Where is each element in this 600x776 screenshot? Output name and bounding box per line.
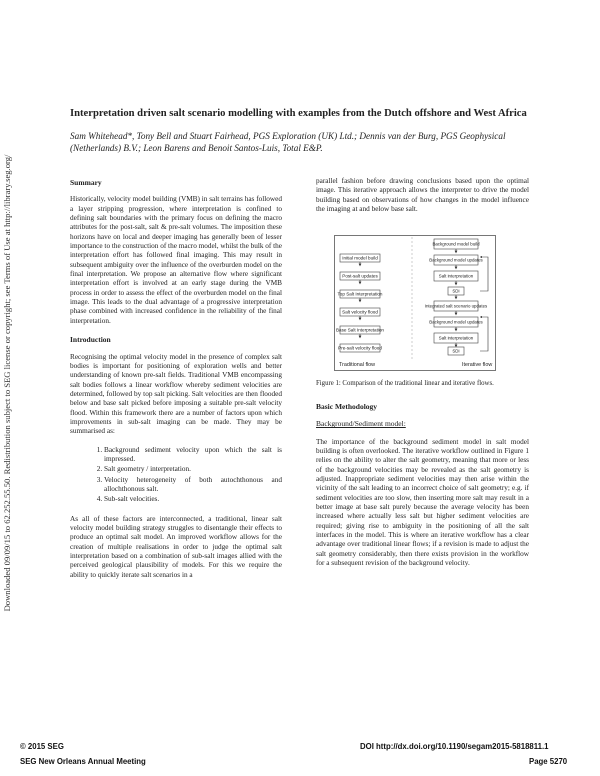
traditional-flow-label: Traditional flow bbox=[339, 362, 376, 368]
methodology-subheading: Background/Sediment model: bbox=[316, 419, 406, 429]
flow-box-label: Background model build bbox=[432, 241, 480, 247]
flow-box-label: Salt interpretation bbox=[438, 273, 474, 279]
list-item: 2. Salt geometry / interpretation. bbox=[104, 465, 282, 474]
flow-box-label: Background model updates bbox=[429, 319, 483, 325]
introduction-paragraph-2: As all of these factors are interconnected, a traditional, linear salt velocity model building strategy struggles to disentangle their effects to produce an optimal salt model. An improved workflow allows for the creation of multiple realisations in order to judge the optimal salt interpretation based on a combination of sub-salt images allied with the perceived geological plausibility of models. For this we require the ability to quickly iterate salt scenarios in a bbox=[70, 514, 282, 579]
flow-box-label: SDI bbox=[452, 288, 460, 294]
flow-box-label: Post-salt updates bbox=[342, 273, 378, 279]
summary-text: Historically, velocity model building (VMB) in salt terrains has followed a layer stripping progression, where interpretation is confined to defining salt boundaries with the primary focus on defining the macro attributes for the post-salt, salt & pre-salt volumes. The imposition these horizons have on local and deeper imaging has generally been of lesser importance to the construction of the macro model, whilst the bulk of the interpretation effort has followed final imaging. This may result in subsequent ambiguity over the influence of the overburden model on the final interpretation. We propose an alternative flow where significant interpretation effort is involved at an early stage during the VMB process in order to assess the effect of the overburden model on the final image. This leads to the dual advantage of a progressive interpretation phase combined with increased confidence in the reliability of the final interpretation. bbox=[70, 195, 283, 325]
factor-list bbox=[70, 446, 282, 505]
list-item: 4. Sub-salt velocities. bbox=[104, 495, 282, 504]
footer-meeting: SEG New Orleans Annual Meeting bbox=[20, 757, 146, 766]
paper-title: Interpretation driven salt scenario modelling with examples from the Dutch offshore and West Africa bbox=[70, 108, 527, 119]
flow-box-label: Salt velocity flood bbox=[342, 309, 378, 315]
workflow-figure bbox=[334, 235, 496, 371]
iterative-flow-label: Iterative flow bbox=[462, 362, 493, 368]
introduction-heading: Introduction bbox=[70, 335, 111, 345]
right-column bbox=[316, 177, 529, 223]
methodology-section bbox=[316, 402, 529, 578]
figure-caption: Figure 1: Comparison of the traditional linear and iterative flows. bbox=[316, 380, 494, 387]
footer-doi: DOI http://dx.doi.org/10.1190/segam2015-5818811.1 bbox=[360, 742, 549, 751]
footer-copyright: © 2015 SEG bbox=[20, 742, 64, 751]
flow-box-label: SDI bbox=[452, 348, 460, 354]
flow-box-label: Pre-salt velocity flood bbox=[338, 345, 382, 351]
summary-heading: Summary bbox=[70, 178, 102, 187]
footer-page: Page 5270 bbox=[529, 757, 568, 766]
list-item: 3. Velocity heterogeneity of both autochthonous and allochthonous salt. bbox=[104, 476, 282, 495]
flow-box-label: Base Salt Interpretation bbox=[335, 327, 385, 333]
author-list: Sam Whitehead*, Tony Bell and Stuart Fairhead, PGS Exploration (UK) Ltd.; Dennis van der Burg, PGS Geophysical (Netherlands) B.V.; Leon Barens and Benoit Santos-Luis, Total E&P. bbox=[70, 131, 506, 153]
left-column bbox=[70, 178, 282, 589]
flow-box-label: Salt interpretation bbox=[438, 335, 474, 341]
methodology-heading: Basic Methodology bbox=[316, 402, 378, 411]
list-item: 1. Background sediment velocity upon which the salt is impressed. bbox=[104, 446, 282, 465]
flow-box-label: Initial model build bbox=[342, 255, 378, 261]
flow-box-label: Integrated salt scenario updates bbox=[424, 303, 488, 309]
introduction-paragraph: Recognising the optimal velocity model in the presence of complex salt bodies is important for positioning of exploration wells and better understanding of known pre-salt fields. Traditional VMB encompassing salt bodies follows a linear workflow whereby sediment velocities are determined, followed by top salt picking. Salt velocities are then flooded below and base salt picked before imposing a suitable pre-salt velocity flood. Within this framework there are a number of factors upon which improvements in sub-salt imaging can be made. They may be summarised as: bbox=[70, 352, 282, 436]
flow-box-label: Background model updates bbox=[429, 257, 483, 263]
flow-box-label: Top Salt Interpretation bbox=[337, 291, 383, 297]
download-notice: Downloaded 09/09/15 to 62.252.55.50. Redistribution subject to SEG license or copyright; see Terms of Use at http://library.seg.org/ bbox=[2, 154, 12, 612]
methodology-text: The importance of the background sediment model in salt model building is often overlooked. The iterative workflow outlined in Figure 1 relies on the ability to alter the salt geometry, meaning that more or less of the background velocities may be revealed as the salt geometry is adjusted. Inappropriate sediment velocities may then arise within the vicinity of the salt leading to an incorrect choice of salt geometry; e.g. if sediment velocities are too slow, then inserting more salt may result in a better image at base salt purely because the average velocity has been increased where actually less salt but higher sediment velocities are required; giving rise to ambiguity in the positioning of all the salt interfaces in the model. This is where an iterative workflow has a clear advantage over traditional linear flows; if a revision is made to adjust the salt geometry considerably, then there exists provision in the workflow for a subsequent revision of the background velocity. bbox=[316, 437, 529, 568]
intro-continuation: parallel fashion before drawing conclusions based upon the optimal image. This iterative approach allows the interpreter to drive the model building based on observations of how changes in the model influence the imaging at and below base salt. bbox=[316, 177, 529, 214]
